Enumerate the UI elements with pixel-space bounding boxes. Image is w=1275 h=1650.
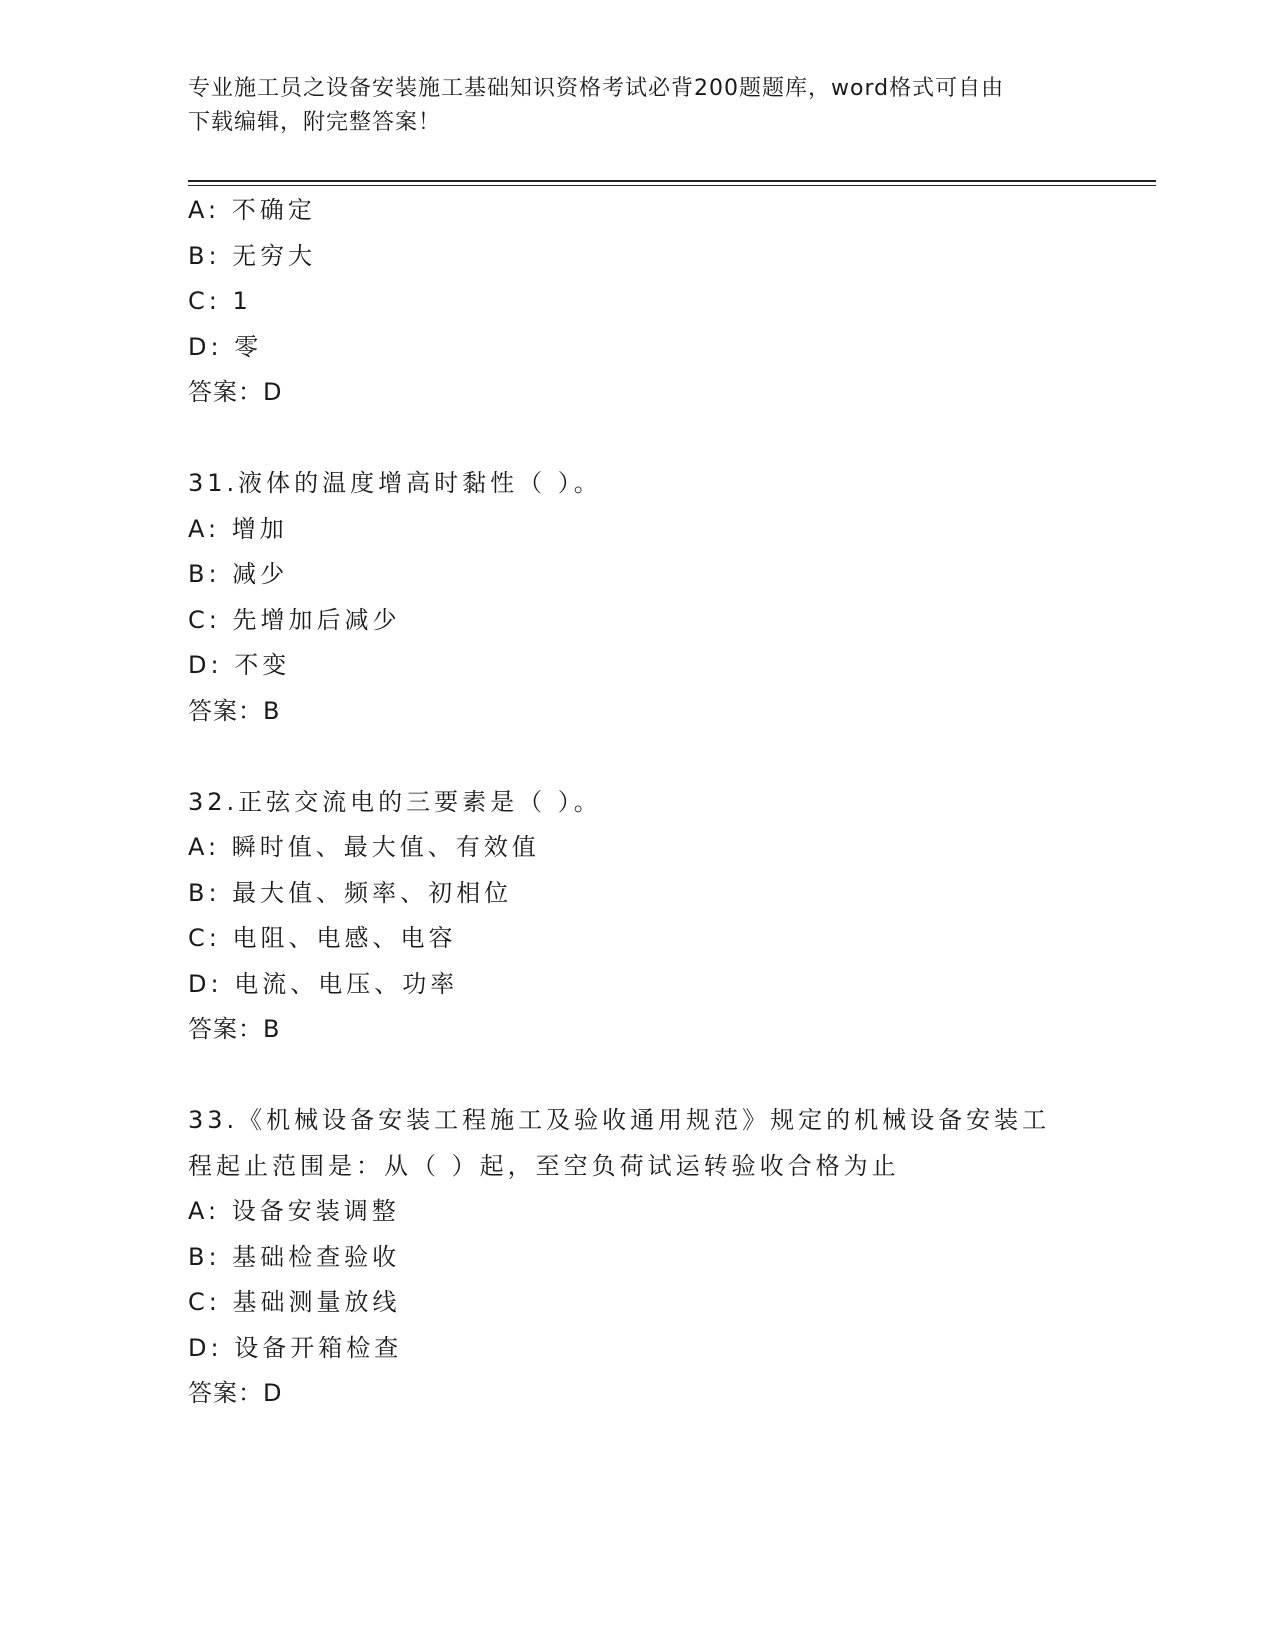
question-text: 33.《机械设备安装工程施工及验收通用规范》规定的机械设备安装工程起止范围是：从（ ）起，至空负荷试运转验收合格为止 <box>188 1106 1051 1180</box>
answer: 答案：D <box>188 378 283 406</box>
option-d: D: 设备开箱检查 <box>188 1333 403 1362</box>
option-c: C: 基础测量放线 <box>188 1288 401 1316</box>
question-text: 32.正弦交流电的三要素是（ ）。 <box>188 787 602 816</box>
answer: 答案：D <box>188 1379 283 1407</box>
option-c: C: 1 <box>188 287 252 315</box>
option-d: D: 电流、电压、功率 <box>188 969 459 998</box>
option-b: B: 无穷大 <box>188 241 317 270</box>
option-d: D: 不变 <box>188 651 291 679</box>
question-block <box>188 461 1128 734</box>
option-a: A: 不确定 <box>188 196 316 224</box>
option-a: A: 瞬时值、最大值、有效值 <box>188 833 540 861</box>
option-c: C: 电阻、电感、电容 <box>188 924 457 952</box>
question-text: 31.液体的温度增高时黏性（ ）。 <box>188 469 602 497</box>
header-divider-thin <box>188 185 1156 186</box>
option-a: A: 设备安装调整 <box>188 1197 400 1225</box>
option-b: B: 基础检查验收 <box>188 1242 401 1271</box>
option-b: B: 最大值、频率、初相位 <box>188 878 513 907</box>
answer: 答案：B <box>188 696 281 725</box>
option-a: A: 增加 <box>188 514 288 543</box>
question-block <box>188 1098 1128 1417</box>
header-divider <box>188 180 1156 182</box>
answer: 答案：B <box>188 1015 281 1043</box>
question-block <box>188 780 1128 1053</box>
option-d: D: 零 <box>188 332 263 361</box>
header-line-1: 专业施工员之设备安装施工基础知识资格考试必背200题题库，word格式可自由 <box>188 76 1005 101</box>
header-line-2: 下载编辑，附完整答案！ <box>188 110 442 135</box>
document-header <box>188 72 1068 140</box>
option-b: B: 减少 <box>188 560 289 588</box>
option-c: C: 先增加后减少 <box>188 605 401 634</box>
question-block <box>188 188 1128 416</box>
question-list <box>188 188 1128 1417</box>
